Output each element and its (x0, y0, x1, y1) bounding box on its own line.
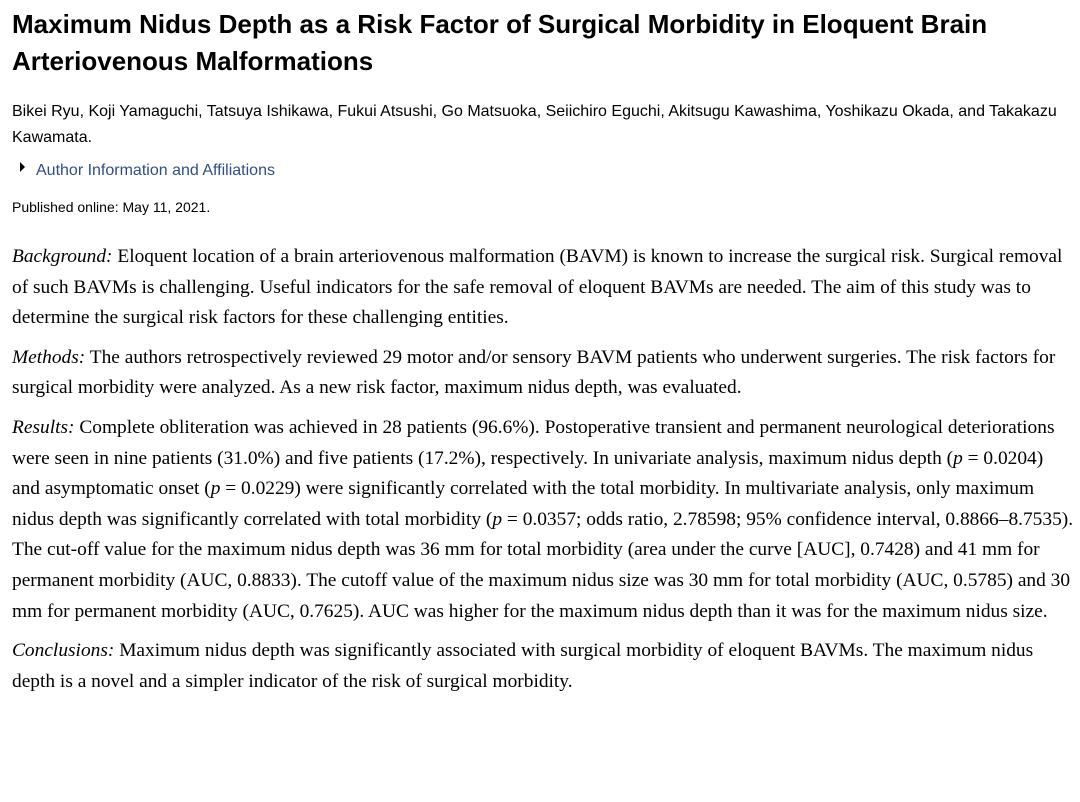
results-text-1: Complete obliteration was achieved in 28 patients (96.6%). Postoperative transient and permanent neurological deteriorations were seen in nine patients (31.0%) and five patients (17.2%), respectively. In univariate analysis, maximum nidus depth ( (12, 416, 1055, 469)
abstract-results (12, 413, 1074, 627)
results-label: Results: (12, 416, 75, 438)
conclusions-text: Maximum nidus depth was significantly associated with surgical morbidity of eloquent BAVMs. The maximum nidus depth is a novel and a simpler indicator of the risk of surgical morbidity. (12, 640, 1034, 692)
methods-label: Methods: (12, 346, 86, 368)
conclusions-label: Conclusions: (12, 640, 115, 662)
results-text-4: = 0.0357; odds ratio, 2.78598; 95% confidence interval, 0.8866–8.7535). The cut-off value for the maximum nidus depth was 36 mm for total morbidity (area under the curve [AUC], 0.7428) and 41 mm for permanent morbidity (AUC, 0.8833). The cutoff value of the maximum nidus size was 30 mm for total morbidity (AUC, 0.5785) and 30 mm for permanent morbidity (AUC, 0.7625). AUC was higher for the maximum nidus depth than it was for the maximum nidus size. (12, 508, 1074, 622)
p-value-symbol: p (492, 508, 503, 530)
article-page (12, 0, 1074, 706)
background-label: Background: (12, 246, 113, 267)
p-value-symbol: p (210, 478, 221, 500)
methods-text: The authors retrospectively reviewed 29 motor and/or sensory BAVM patients who underwent surgeries. The risk factors for surgical morbidity were analyzed. As a new risk factor, maximum nidus depth, was evaluated. (12, 346, 1056, 399)
affiliations-toggle[interactable] (12, 160, 1074, 182)
background-text: Eloquent location of a brain arteriovenous malformation (BAVM) is known to increase the surgical risk. Surgical removal of such BAVMs is challenging. Useful indicators for the safe removal of eloquent BAVMs are needed. The aim of this study was to determine the surgical risk factors for these challenging entities. (12, 246, 1063, 329)
affiliations-link[interactable]: Author Information and Affiliations (36, 162, 275, 179)
results-text-3: = 0.0229) were significantly correlated with the total morbidity. In multivariate analysis, only maximum nidus depth was significantly correlated with total morbidity ( (12, 478, 1035, 530)
abstract-methods (12, 343, 1074, 404)
abstract-conclusions (12, 636, 1074, 697)
caret-right-icon (20, 162, 25, 172)
p-value-symbol: p (953, 447, 963, 469)
article-title: Maximum Nidus Depth as a Risk Factor of Surgical Morbidity in Eloquent Brain Arteriovenous Malformations (12, 9, 988, 76)
author-list: Bikei Ryu, Koji Yamaguchi, Tatsuya Ishikawa, Fukui Atsushi, Go Matsuoka, Seiichiro Eguchi, Akitsugu Kawashima, Yoshikazu Okada, and Takakazu Kawamata. (12, 103, 1057, 146)
abstract (12, 242, 1074, 697)
published-date: Published online: May 11, 2021. (12, 199, 211, 215)
results-text-2: = 0.0204) and asymptomatic onset ( (12, 447, 1044, 500)
abstract-background (12, 242, 1074, 334)
